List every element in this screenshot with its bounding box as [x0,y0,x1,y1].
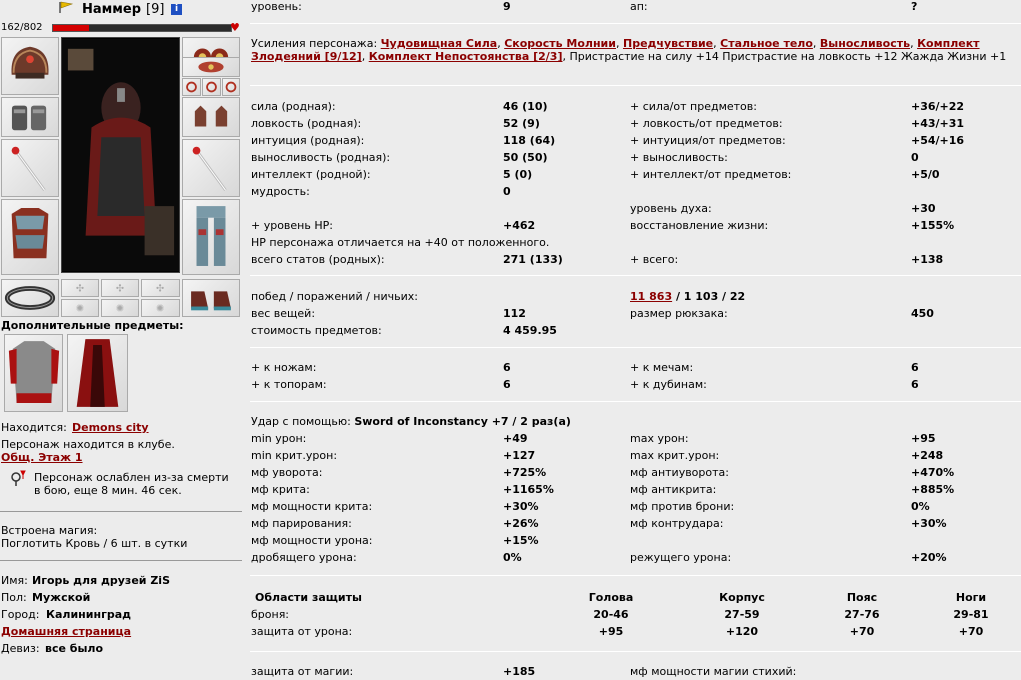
bag-label: размер рюкзака: [630,307,728,320]
info-icon[interactable]: i [171,4,182,15]
stat-v-cell: 5 (0) [503,168,533,181]
stat-l2-cell: + выносливость: [630,151,728,164]
amulet-slot[interactable] [182,57,240,77]
totals-label: всего статов (родных): [251,253,385,266]
stat-l2-cell: + интуиция/от предметов: [630,134,786,147]
flag-icon [58,0,76,14]
stat-l-cell: ловкость (родная): [251,117,362,130]
stat-v2-cell: +30% [911,517,947,530]
buff-link[interactable]: Комплект Злодеяний [9/12] [251,37,980,63]
homepage-link[interactable]: Домашняя страница [1,625,132,638]
level-label: уровень: [251,0,302,13]
armor-cell: 20-46 [593,608,629,621]
magic-value: Поглотить Кровь / 6 шт. в сутки [1,537,188,550]
stat-l-cell: выносливость (родная): [251,151,391,164]
cost-label: стоимость предметов: [251,324,382,337]
location-city-link[interactable]: Demons city [72,421,149,434]
stat-v-cell: 46 (10) [503,100,548,113]
stat-l-cell: + к топорам: [251,378,327,391]
stat-l-cell: дробящего урона: [251,551,357,564]
stat-l-cell: min крит.урон: [251,449,338,462]
hp-bar [52,24,232,32]
armor-cell: 27-59 [724,608,760,621]
empty-slot-1[interactable] [61,279,99,297]
armor-row-label: броня: [251,608,290,621]
character-panel [0,0,244,680]
empty-slot-5[interactable] [101,299,139,317]
stat-l2-cell: + к дубинам: [630,378,707,391]
stat-l-cell: мудрость: [251,185,310,198]
totals-label-2: + всего: [630,253,679,266]
buff-link[interactable]: Предчувствие [622,37,714,50]
character-level: [9] [146,2,165,17]
heart-icon: ♥ [230,21,240,34]
buffs-label: Усиления персонажа: [251,37,378,50]
stat-v2-cell: +885% [911,483,955,496]
stat-v-cell: +127 [503,449,536,462]
armor-col-header: Корпус [719,591,765,604]
weapon-line [251,413,571,430]
leggings-slot[interactable] [182,199,240,275]
weapon-left-slot[interactable] [1,139,59,197]
buff-link[interactable]: Выносливость [819,37,911,50]
stat-v2-cell: 0 [911,151,919,164]
ring-slot-2[interactable] [202,78,221,96]
empty-slot-6[interactable] [141,299,180,317]
stat-v2-cell: +36/+22 [911,100,965,113]
totals-value-2: +138 [911,253,944,266]
stat-l-cell: интеллект (родной): [251,168,371,181]
stat-v-cell: +15% [503,534,539,547]
magic-power-label: мф мощности магии стихий: [630,665,797,678]
stat-v-cell: +462 [503,219,536,232]
stat-v2-cell: +5/0 [911,168,940,181]
bracers-slot[interactable] [1,97,59,137]
stat-v2-cell: +54/+16 [911,134,965,147]
stat-l-cell: мф парирования: [251,517,352,530]
hp-text: 162/802 [1,22,43,33]
character-header [0,0,244,36]
stat-v2-cell: +43/+31 [911,117,965,130]
stat-l2-cell: + интеллект/от предметов: [630,168,792,181]
svg-text:✺: ✺ [75,303,85,315]
weapon-value: Sword of Inconstancy +7 / 2 раз(а) [354,415,571,428]
profile-city-value: Калининград [46,608,132,621]
stat-v2-cell: +248 [911,449,944,462]
stat-l2-cell: max крит.урон: [630,449,720,462]
buff-link[interactable]: Чудовищная Сила [380,37,498,50]
hp-note: HP персонажа отличается на +40 от положенного. [251,236,550,249]
ap-label: ап: [630,0,648,13]
stat-v2-cell: +95 [911,432,936,445]
stat-l2-cell: + ловкость/от предметов: [630,117,783,130]
extra-item-cloak[interactable] [67,334,128,412]
stat-v-cell: +30% [503,500,539,513]
stat-l2-cell: + сила/от предметов: [630,100,757,113]
weapon-right-slot[interactable] [182,139,240,197]
armor-row-label: защита от урона: [251,625,353,638]
buff-link[interactable]: Скорость Молнии [504,37,616,50]
ap-value: ? [911,0,918,13]
character-avatar [61,37,180,273]
stat-l2-cell: режущего урона: [630,551,732,564]
svg-text:✣: ✣ [155,283,165,295]
buff-link[interactable]: Комплект Непостоянства [2/3] [368,50,563,63]
weapon-label: Удар с помощью: [251,415,351,428]
stat-l2-cell: max урон: [630,432,689,445]
armor-cell: +120 [725,625,759,638]
svg-text:✣: ✣ [115,283,125,295]
armor-col-header: Ноги [955,591,987,604]
weakness-icon [10,469,28,487]
location-label: Находится: [1,421,67,434]
ring-slot-1[interactable] [182,78,201,96]
stat-l2-cell: мф антикрита: [630,483,717,496]
location-status: Персонаж находится в клубе. [1,438,175,451]
magic-def-value: +185 [503,665,536,678]
magic-def-label: защита от магии: [251,665,354,678]
weakness-text: Персонаж ослаблен из-за смерти в бою, еще 8 мин. 46 сек. [34,471,229,497]
stat-v-cell: +1165% [503,483,554,496]
stat-l-cell: мф уворота: [251,466,323,479]
belt-slot[interactable] [1,279,59,317]
stat-l2-cell: мф против брони: [630,500,735,513]
stat-v-cell: +49 [503,432,528,445]
profile-motto-label: Девиз: [1,642,40,655]
svg-text:✺: ✺ [115,303,125,315]
armor-cell: +70 [849,625,875,638]
stat-v2-cell: +155% [911,219,955,232]
stat-v-cell: +725% [503,466,547,479]
boots-slot[interactable] [182,279,240,317]
gloves-slot[interactable] [182,97,240,137]
ring-slot-3[interactable] [222,78,240,96]
empty-slot-4[interactable] [61,299,99,317]
weight-value: 112 [503,307,526,320]
stat-l2-cell: мф контрудара: [630,517,724,530]
bag-value: 450 [911,307,934,320]
stat-l-cell: min урон: [251,432,307,445]
wins-link[interactable]: 11 863 [630,290,673,303]
stat-l-cell: интуиция (родная): [251,134,365,147]
stat-l-cell: + к ножам: [251,361,317,374]
stat-v-cell: +26% [503,517,539,530]
svg-text:✣: ✣ [75,283,85,295]
stat-v-cell: 50 (50) [503,151,548,164]
cost-value: 4 459.95 [503,324,557,337]
extra-item-shirt[interactable] [4,334,63,412]
level-value: 9 [503,0,511,13]
stat-l-cell: мф мощности урона: [251,534,373,547]
profile-city-label: Город: [1,608,40,621]
stat-l-cell: + уровень HP: [251,219,333,232]
profile-name-label: Имя: [1,574,28,587]
record-rest: / 1 103 / 22 [672,290,746,303]
buff-link[interactable]: Стальное тело [720,37,813,50]
stat-v-cell: 118 (64) [503,134,556,147]
armor-cell: 27-76 [844,608,880,621]
profile-gender-label: Пол: [1,591,27,604]
buffs-block: Усиления персонажа: Чудовищная Сила, Скорость Молнии, Предчувствие, Стальное тело, Выносливость, Комплект Злодеяний [9/12], Комплект Непостоянства [2/3], Пристрастие на силу +14 Пристрастие на ловкость +12 Жажда Жизни +1 [251,37,1007,63]
svg-text:✺: ✺ [155,303,165,315]
stat-v2-cell: 6 [911,361,919,374]
armor-cell: 29-81 [953,608,989,621]
profile-motto-value: все было [45,642,104,655]
stat-l2-cell: + к мечам: [630,361,694,374]
record-label: побед / поражений / ничьих: [251,290,418,303]
stat-v-cell: 6 [503,378,511,391]
stat-v-cell: 0% [503,551,522,564]
empty-slot-3[interactable] [141,279,180,297]
armor-col-header: Голова [588,591,634,604]
profile-name-value: Игорь для друзей ZiS [32,574,170,587]
stat-v2-cell: +30 [911,202,936,215]
stat-l2-cell: восстановление жизни: [630,219,769,232]
magic-label: Встроена магия: [1,524,98,537]
stat-l-cell: мф крита: [251,483,310,496]
stat-v-cell: 0 [503,185,511,198]
helmet-slot[interactable] [1,37,59,95]
stat-l2-cell: мф антиуворота: [630,466,729,479]
profile-gender-value: Мужской [32,591,91,604]
armor-col-header: Пояс [846,591,878,604]
stat-v2-cell: 0% [911,500,930,513]
record-values [630,288,745,305]
stat-v2-cell: +470% [911,466,955,479]
stat-l2-cell: уровень духа: [630,202,712,215]
stat-l-cell: мф мощности крита: [251,500,373,513]
buffs-tail: Пристрастие на силу +14 Пристрастие на ловкость +12 Жажда Жизни +1 [569,50,1007,63]
armor-slot[interactable] [1,199,59,275]
armor-cell: +95 [598,625,624,638]
location-room-link[interactable]: Общ. Этаж 1 [1,451,83,464]
stat-v2-cell: +20% [911,551,947,564]
character-name[interactable]: Наммер [82,2,142,17]
armor-cell: +70 [958,625,984,638]
stat-v2-cell: 6 [911,378,919,391]
totals-value: 271 (133) [503,253,563,266]
stat-v-cell: 52 (9) [503,117,540,130]
extra-items-label: Дополнительные предметы: [1,319,184,332]
stat-l-cell: сила (родная): [251,100,336,113]
weight-label: вес вещей: [251,307,316,320]
armor-header: Области защиты [255,591,362,604]
stat-v-cell: 6 [503,361,511,374]
empty-slot-2[interactable] [101,279,139,297]
